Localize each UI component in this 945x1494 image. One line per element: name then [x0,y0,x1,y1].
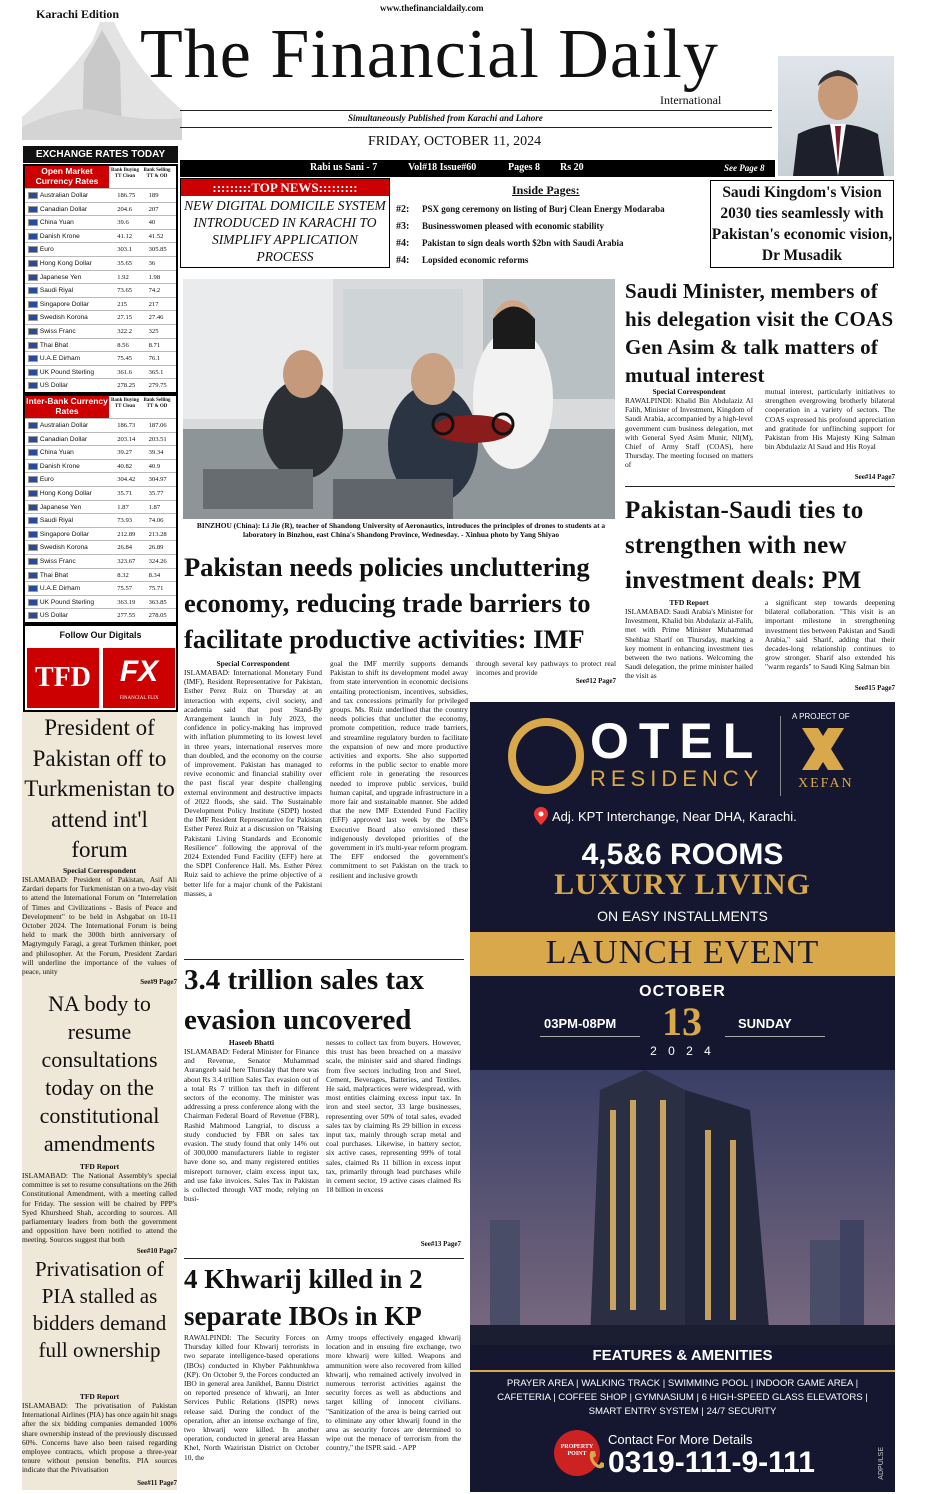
flag-icon [28,301,38,308]
tower-rendering [470,1070,895,1345]
selling-rate: 217 [148,300,159,308]
buying-rate: 215 [117,300,128,308]
currency-name: U.A.E Dirham [39,355,81,363]
buying-rate: 278.25 [117,382,136,390]
selling-rate: 39.34 [148,449,164,457]
currency-row [25,256,176,270]
inside-page-item[interactable] [396,252,708,269]
ad-contact-label: Contact For More Details [608,1432,753,1447]
selling-rate: 189 [148,192,159,199]
buying-rate: 277.55 [117,612,136,620]
ad-features-2: CAFETERIA | COFFEE SHOP | GYMNASIUM | 6 HIGH-SPEED GLASS ELEVATORS | [497,1392,868,1403]
buying-rate: 304.42 [117,476,136,484]
col-buying: Bank Buying TT Clean [111,398,139,409]
president-body: ISLAMABAD: President of Pakistan, Asif Ali Zardari departs for Turkmenistan on a two-day visit to attend the International Forum on "Interrelation of Times and Civilizations - Basis of Peace and Development" to be held in Ashgabat on 10-11 October 2024. The International Forum is being held to mark the 300th birth anniversary of Magtymguly Faragi, a great Turkmen thinker, poet and philosopher. At the Forum, President Zardari will underline the importance of the values of peace, unity [22,875,177,977]
currency-name: Saudi Riyal [39,517,74,525]
selling-rate: 74.2 [148,287,161,295]
currency-name: China Yuan [39,449,74,457]
portrait-photo [778,56,894,176]
buying-rate: 39.6 [117,219,129,227]
selling-rate: 1.98 [148,273,161,281]
drone-lab-photo [183,279,615,519]
buying-rate: 303.1 [117,246,133,254]
selling-rate: 41.52 [148,232,164,240]
buying-rate: 361.6 [117,368,133,376]
na-body-byline: TFD Report [79,1162,120,1171]
selling-rate: 26.89 [148,544,164,552]
buying-rate: 73.65 [117,287,133,295]
xefan-logo-icon [798,724,848,774]
currency-name: Swiss Franc [39,557,76,565]
info-bar [180,160,775,177]
khwarij-col1: RAWALPINDI: The Security Forces on Thursday killed four Khwarij terrorists in two separate intelligence-based operations (IBOs) conducted in Khyber Pakhtunkhwa (KP). On October 9, the Forces conducted an IBO in general area Janikhel, Bannu District on reported presence of khwarij, an Inter Services Public Relations (ISPR) news release said. During the conduct of the operation, after an intense exchange of fire, two khwarij were killed. In another operation, conducted in general area Hassan Khel, North Waziristan District on October 10, the [184,1333,319,1462]
selling-rate: 324.26 [148,557,167,565]
location-pin-icon [534,807,548,825]
site-url[interactable]: www.thefinancialdaily.com [380,3,484,13]
buying-rate: 186.73 [117,422,136,429]
currency-name: Singapore Dollar [39,300,89,308]
exchange-rates-title: EXCHANGE RATES TODAY [23,146,178,163]
currency-name: Singapore Dollar [39,530,89,538]
follow-label: Follow Our Digitals [59,630,142,640]
currency-name: Danish Krone [39,232,80,240]
flag-icon [28,192,38,199]
volume-issue: Vol#18 Issue#60 [408,162,477,173]
currency-row [25,365,176,379]
tfd-logo[interactable]: TFD [27,648,99,708]
selling-rate: 40.9 [148,462,161,470]
imf-col3: through several key pathways to protect real incomes and provide [476,659,616,678]
buying-rate: 1.87 [117,503,129,511]
ad-phone[interactable]: 0319-111-9-111 [608,1446,815,1479]
currency-row [25,188,176,202]
currency-name: Swedish Korona [39,314,88,322]
col-selling: Bank Selling TT & OD [143,398,171,409]
selling-rate: 207 [148,205,159,213]
buying-rate: 75.45 [117,355,133,363]
pia-byline: TFD Report [79,1392,120,1401]
currency-row [25,215,176,229]
president-headline[interactable]: President of Pakistan off to Turkmenistan to attend int'l forum [24,715,175,862]
currency-row [25,486,176,500]
selling-rate: 40 [148,219,156,227]
ad-brand: OTEL [590,713,764,769]
currency-row [25,445,176,459]
fx-caption: FINANCIAL FLIX [119,696,159,701]
masthead-subtitle: International [660,93,722,107]
flag-icon [28,355,38,362]
khwarij-headline[interactable]: 4 Khwarij killed in 2 separate IBOs in KP [184,1264,423,1331]
saudi-minister-headline[interactable]: Saudi Minister, members of his delegation visit the COAS Gen Asim & talk matters of mutual interest [625,279,894,387]
currency-row [25,581,176,595]
buying-rate: 27.15 [117,314,133,322]
tax-col2: nesses to collect tax from buyers. However, this trust has been breached on a massive scale, the minister said and shared findings from five sectors including Iron and Steel, Cement, Beverages, Batteries, and Textiles. He said, malpractices were widespread, with most entities claiming excess input tax. In iron and steel sector, 33 large businesses, representing over 50% of total sales, evaded sales tax by claiming Rs 29 billion in excess input tax, mainly through scrap metal and coal purchases. Likewise, in battery sector, six active cases, representing 99% of total sales, claimed Rs 11 billion in excess input tax, primarily through lead purchases while in cement sector, 19 active cases claimed Rs 18 billion in excess [326,1038,461,1195]
col-buying: Bank Buying TT Clean [111,168,139,179]
currency-name: UK Pound Sterling [39,598,95,606]
tax-byline: Haseeb Bhatti [228,1038,275,1047]
currency-name: Thai Bhat [39,571,69,579]
flag-icon [28,572,38,579]
inside-page-title: Pakistan to sign deals worth $2bn with Saudi Arabia [422,238,624,248]
flag-icon [28,342,38,349]
flag-icon [28,219,38,226]
flag-icon [28,206,38,213]
flag-icon [28,436,38,443]
flag-icon [28,369,38,376]
buying-rate: 39.27 [117,449,133,457]
president-byline: Special Correspondent [63,866,136,875]
flag-icon [28,612,38,619]
currency-row [25,351,176,365]
currency-row [25,459,176,473]
na-body-body: ISLAMABAD: The National Assembly's special committee is set to resume consultations on the 26th Constitutional Amendment, with a meeting called for Friday. The session will be chaired by PPP's Syed Khursheed Shah, according to sources. All parliamentary leaders from both the government and opposition have been notified to attend the meeting. Sources suggest that both [22,1171,177,1245]
saudi-minister-see[interactable]: See#14 Page7 [854,473,895,481]
ad-date-rule-left [540,1036,640,1037]
currency-name: Australian Dollar [39,192,89,199]
currency-row [25,595,176,609]
pak-saudi-col2: a significant step towards deepening bilateral collaboration. "This visit is an important milestone in strengthening investment ties between Pakistan and Saudi Arabia," said Sharif, adding that their decades-long relationship continues to grow stronger. Sharif also extended his "warm regards" to Saudi King Salman bin [765,598,895,672]
hijri-date: Rabi us Sani - 7 [310,162,378,173]
flag-icon [28,314,38,321]
currency-row [25,310,176,324]
selling-rate: 304.97 [148,476,167,484]
na-body-see[interactable]: See#10 Page7 [136,1247,177,1255]
selling-rate: 363.85 [148,598,167,606]
selling-rate: 1.87 [148,503,161,511]
inside-page-title: PSX gong ceremony on listing of Burj Clean Energy Modaraba [422,204,665,214]
khwarij-col2: Army troops effectively engaged khwarij location and in ensuing fire exchange, two more khwarij were killed. Weapons and ammunition were also recovered from killed khwarij, who remained actively involved in numerous terrorist activities against the security forces as well as abductions and target killing of innocent civilians. "Sanitization of the area is being carried out to eliminate any other khwarij found in the area as security forces are determined to wipe out the menace of terrorism from the country," the ISPR said. - APP [326,1333,461,1453]
imf-byline: Special Correspondent [216,659,290,668]
president-see[interactable]: See#9 Page7 [140,978,177,986]
buying-rate: 203.14 [117,435,136,443]
saudi-vision-box[interactable] [710,180,894,268]
saudi-vision-headline: Saudi Kingdom's Vision 2030 ties seamlessly with Pakistan's economic vision, Dr Musadik [711,184,893,264]
selling-rate: 203.51 [148,435,167,443]
currency-row [25,527,176,541]
currency-name: Swiss Franc [39,327,76,335]
currency-name: Canadian Dollar [39,435,88,443]
buying-rate: 41.12 [117,232,133,240]
currency-name: Saudi Riyal [39,287,74,295]
ad-features-title: FEATURES & AMENITIES [470,1347,895,1364]
ad-features-3: SMART ENTRY SYSTEM | 24/7 SECURITY [588,1406,777,1417]
currency-name: Thai Bhat [39,341,69,349]
buying-rate: 204.6 [117,205,133,213]
selling-rate: 8.71 [148,341,161,349]
inside-pages-title: Inside Pages: [512,183,580,197]
buying-rate: 26.84 [117,544,133,552]
selling-rate: 75.71 [148,585,164,593]
imf-see[interactable]: See#12 Page7 [575,677,616,685]
currency-name: US Dollar [39,382,69,390]
issue-date: FRIDAY, OCTOBER 11, 2024 [368,134,542,149]
currency-row [25,283,176,297]
edition-label: Karachi Edition [36,7,120,21]
price: Rs 20 [560,162,584,173]
currency-row [25,338,176,352]
col-selling: Bank Selling TT & OD [143,168,171,179]
tax-see[interactable]: See#13 Page7 [420,1240,461,1248]
buying-rate: 8.32 [117,571,129,579]
currency-name: Canadian Dollar [39,205,88,213]
selling-rate: 325 [148,327,159,335]
flag-icon [28,517,38,524]
ad-time: 03PM-08PM [544,1016,617,1031]
currency-row [25,500,176,514]
selling-rate: 35.77 [148,489,164,497]
open-market-label: Open Market Currency Rates [25,166,109,188]
selling-rate: 365.1 [148,368,164,376]
inside-page-item[interactable] [396,218,708,235]
tax-col1: ISLAMABAD: Federal Minister for Finance and Revenue, Senator Muhammad Aurangzeb said here Thursday that there was about Rs 3.4 trillion Sales Tax evasion out of a total Rs 7 trillion tax theft in different sectors of the economy. The minister was addressing a press conference along with the Chairman Federal Board of Revenue (FBR), Rashid Mahmood Langrial, to discuss a study conducted by FBR on sales tax evasion. The study found that only 14% out of 300,000 manufacturers liable to register have done so, and many registered entities misreport turnover, claim excess input tax, and use fake invoices. Sales Tax in Pakistan is collected through VAT mode, relying on busi- [184,1047,319,1204]
pak-saudi-byline: TFD Report [669,598,709,607]
currency-row [25,554,176,568]
inside-page-number: #3: [396,221,410,232]
currency-name: Danish Krone [39,462,80,470]
ad-weekday: SUNDAY [738,1016,792,1031]
selling-rate: 305.85 [148,246,167,254]
ad-developer: XEFAN [798,776,854,791]
flag-icon [28,422,38,429]
pia-headline[interactable]: Privatisation of PIA stalled as bidders demand full ownership [32,1257,167,1362]
currency-row [25,270,176,284]
selling-rate: 213.28 [148,530,167,538]
selling-rate: 279.75 [148,382,167,390]
photo-caption: BINZHOU (China): Li Jie (R), teacher of Shandong University of Aeronautics, introduces the principles of drones to students at a laboratory in Binzhou, east China's Shandong Province, Wednesday. - Xinhua photo by Yang Shiyao [196,521,606,540]
ad-adpulse: ADPULSE [878,1447,885,1480]
currency-name: Euro [39,246,54,254]
currency-name: Swedish Korona [39,544,88,552]
currency-row [25,229,176,243]
ad-luxury: LUXURY LIVING [554,868,811,901]
flag-icon [28,558,38,565]
flag-icon [28,463,38,470]
fx-mark: FX [119,655,159,688]
flag-icon [28,328,38,335]
inside-page-item[interactable] [396,235,708,252]
flag-icon [28,287,38,294]
currency-row [25,297,176,311]
masthead-tagline: Simultaneously Published from Karachi and Lahore [348,113,543,123]
see-page-link[interactable]: See Page 8 [724,163,765,173]
inside-page-number: #4: [396,238,410,249]
currency-name: UK Pound Sterling [39,368,95,376]
saudi-minister-col1: RAWALPINDI: Khalid Bin Abdulaziz Al Falih, Minister of Investment, Kingdom of Saudi Arabia, accompanied by a high-level government cum business delegation, met with General Syed Asim Munir, NI(M), Chief of Army Staff (COAS), here Thursday. The meeting focused on matters of [625,396,753,470]
ad-vline [780,716,781,796]
masthead-rule [180,110,772,111]
rule [625,486,895,487]
flag-icon [28,544,38,551]
buying-rate: 363.19 [117,598,136,606]
features-rule [470,1370,895,1372]
inside-page-number: #2: [396,204,410,215]
interbank-label: Inter-Bank Currency Rates [25,396,109,418]
buying-rate: 40.82 [117,462,133,470]
buying-rate: 35.65 [117,259,133,267]
currency-row [25,378,176,392]
currency-name: Australian Dollar [39,422,89,429]
flag-icon [28,260,38,267]
flag-icon [28,233,38,240]
pak-saudi-headline[interactable]: Pakistan-Saudi ties to strengthen with new investment deals: PM [625,497,864,594]
flag-icon [28,585,38,592]
page-count: Pages 8 [508,162,540,173]
buying-rate: 323.67 [117,557,136,565]
buying-rate: 212.89 [117,530,136,538]
currency-name: Hong Kong Dollar [39,489,92,497]
ad-brand-sub: RESIDENCY [590,766,764,791]
flag-icon [28,246,38,253]
top-news-box [180,178,390,268]
currency-row [25,324,176,338]
selling-rate: 74.06 [148,517,164,525]
masthead-rule-2 [180,127,772,128]
currency-row [25,432,176,446]
buying-rate: 73.93 [117,517,133,525]
imf-col1: ISLAMABAD: International Monetary Fund (IMF), Resident Representative for Pakistan, Esther Perez Ruiz on Thursday at an interaction with experts, civil society, and academia said that post Stand-By Arrangement launch in July 2023, the confidence in policy-making has improved with inflation plummeting to its lowest level in three years, international reserves more than doubled, and the economy on the course of improvement. Pakistan has managed to revive economic and financial stability over the past fiscal year despite challenging external environment and destructive impacts of 2022 floods, she said. The Sustainable Development Policy Institute (SDPI) hosted the IMF Resident Representative for Pakistan Esther Perez Ruiz at a discussion on "Raising Pakistani Living Standards and Economic Resilience" following the approval of the 2024 Extended Fund Facility (EFF) here at the SDPI Conference Hall. Ms. Esther Pérez Ruiz said to achieve the prime objective of a better life for a major chunk of the Pakistani masses, a [184,668,322,898]
currency-name: Japanese Yen [39,503,82,511]
flag-icon [28,599,38,606]
property-point-logo: PROPERTY POINT [554,1430,600,1476]
buying-rate: 322.2 [117,327,133,335]
selling-rate: 187.06 [148,422,167,429]
ad-project-of: A PROJECT OF [792,712,850,721]
buying-rate: 75.57 [117,585,133,593]
inside-page-title: Lopsided economic reforms [422,255,529,265]
flag-icon [28,490,38,497]
flag-icon [28,382,38,389]
currency-row [25,472,176,486]
currency-row [25,418,176,432]
top-news-headline[interactable]: NEW DIGITAL DOMICILE SYSTEM INTRODUCED IN KARACHI TO SIMPLIFY APPLICATION PROCESS [184,198,386,264]
pak-saudi-col1: ISLAMABAD: Saudi Arabia's Minister for Investment, Khalid bin Abdulaziz al-Falih, met with Prime Minister Muhammad Shehbaz Sharif on Thursday, marking a key moment in enhancing investment ties between the two nations. Welcoming the Saudi delegation, the prime minister hailed the visit as [625,607,753,681]
pak-saudi-see[interactable]: See#15 Page7 [854,684,895,692]
top-news-label: :::::::::TOP NEWS::::::::: [181,179,389,196]
ad-month: OCTOBER [639,983,726,1000]
ad-date-rule-right [725,1036,825,1037]
selling-rate: 8.34 [148,571,161,579]
flag-icon [28,531,38,538]
ad-launch: LAUNCH EVENT [545,934,820,971]
imf-headline[interactable]: Pakistan needs policies uncluttering economy, reducing trade barriers to facilitate productive activities: IMF [184,552,591,654]
buying-rate: 186.75 [117,192,136,199]
inside-pages-list [396,201,708,269]
currency-row [25,202,176,216]
otel-logo-ring-icon [506,716,586,796]
currency-row [25,608,176,622]
currency-row [25,540,176,554]
otel-residency-ad[interactable] [470,702,895,1492]
ad-rooms: 4,5&6 ROOMS [581,838,784,871]
masthead-title: The Financial Daily [140,16,719,93]
open-market-table [23,164,178,394]
currency-row [25,568,176,582]
pia-body: ISLAMABAD: The privatisation of Pakistan International Airlines (PIA) has once again hit snags after the six bidding companies demanded 100% share ownership instead of the previously discussed 60%. Concerns have also been raised regarding employee contracts, which propose a three-year tenure without pension benefits. PIA sources indicate that the Privatisation [22,1401,177,1475]
buying-rate: 35.71 [117,489,133,497]
buying-rate: 8.56 [117,341,129,349]
selling-rate: 76.1 [148,355,161,363]
selling-rate: 36 [148,259,156,267]
inside-page-number: #4: [396,255,410,266]
flag-icon [28,476,38,483]
financial-flix-logo[interactable] [103,648,175,708]
currency-row [25,513,176,527]
buying-rate: 1.92 [117,273,129,281]
currency-name: U.A.E Dirham [39,585,81,593]
imf-col2: goal the IMF merrily supports demands Pakistan to shift its development model away from state intervention in economic decisions entailing protectionism, incentives, subsidies, and tax concessions primarily for privileged groups. Ms. Ruiz underlined that the country needs policies that unclutter the economy, promote competition, reduce trade barriers, and streamline regulatory burden to facilitate the expansion of new and more productive activities and exports. She also supported reforms in the public sector to enable more efficient role in generating the resources needed to improve public services, build human capital, and upgrade infrastructure in a more fair and sustainable manner. She added that the new IMF Extended Fund Facility (EFF) approved last week by the IMF's Executive Board also envisioned these indigenously developed priorities of the government in it's multi-year reform program. The EFF endorsed the government's commitment to set Pakistan on the track to resilient and inclusive growth [330,659,468,880]
currency-name: Hong Kong Dollar [39,259,92,267]
selling-rate: 278.05 [148,612,167,620]
saudi-minister-byline: Special Correspondent [652,387,726,396]
flag-icon [28,274,38,281]
ad-year: 2 0 2 4 [650,1044,715,1058]
interbank-table [23,394,178,624]
na-body-headline[interactable]: NA body to resume consultations today on the constitutional amendments [39,991,160,1156]
currency-name: US Dollar [39,612,69,620]
ad-features-1: PRAYER AREA | WALKING TRACK | SWIMMING POOL | INDOOR GAME AREA | [506,1378,859,1389]
pia-see[interactable]: See#11 Page7 [137,1479,177,1487]
flag-icon [28,504,38,511]
follow-digitals [23,624,178,712]
ad-installments: ON EASY INSTALLMENTS [597,908,768,924]
currency-row [25,242,176,256]
selling-rate: 27.46 [148,314,164,322]
currency-name: Euro [39,476,54,484]
inside-page-item[interactable] [396,201,708,218]
tax-headline[interactable]: 3.4 trillion sales tax evasion uncovered [184,964,425,1036]
phone-icon [588,1451,604,1471]
flag-icon [28,449,38,456]
ad-location: Adj. KPT Interchange, Near DHA, Karachi. [552,809,797,824]
rule [184,1258,464,1259]
saudi-minister-col2: mutual interest, particularly initiatives to strengthen evergrowing brotherly bilateral cooperation in a variety of sectors. The COAS expressed his profound appreciation and gratitude for unflinching support for Pakistan from His Majesty King Salman bin Abdulaziz Al Saud and His Royal [765,387,895,452]
inside-page-title: Businesswomen pleased with economic stability [422,221,605,231]
ad-day-num: 13 [662,999,702,1044]
currency-name: China Yuan [39,219,74,227]
currency-name: Japanese Yen [39,273,82,281]
